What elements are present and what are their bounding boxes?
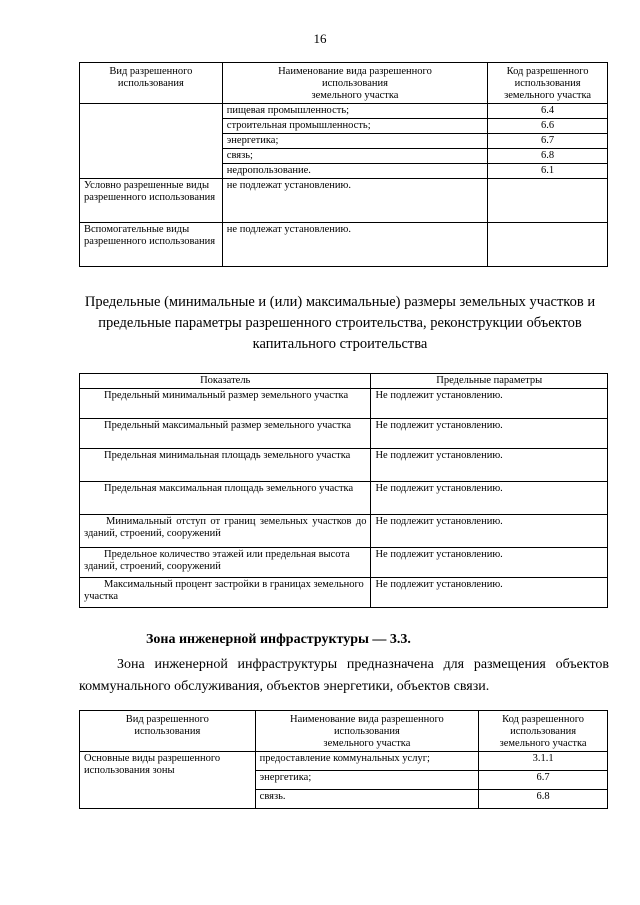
header-cell-limits: Предельные параметры [371,374,608,389]
use-name-cell: недропользование. [222,164,487,179]
parameter-value-cell: Не подлежит установлению. [371,419,608,449]
use-code-cell: 6.8 [479,790,608,809]
zone-description: Зона инженерной инфраструктуры предназначена для размещения объектов коммунального обслуживания, объектов энергетики, объектов связи. [79,657,609,694]
parameter-cell: Предельный максимальный размер земельного участка [80,419,371,449]
header-cell-name [255,711,479,752]
permitted-use-table [79,62,608,267]
table-row [80,548,608,578]
table-row [80,449,608,482]
parameter-value-cell: Не подлежит установлению. [371,449,608,482]
table-row [80,179,608,223]
header-line: Код разрешенного [506,66,589,77]
header-line: земельного участка [323,738,411,749]
table-row [80,104,608,119]
parameter-value-cell: Не подлежит установлению. [371,578,608,608]
header-line: использования [510,726,577,737]
type-cell-empty [80,104,223,179]
auxiliary-use-name: не подлежат установлению. [222,223,487,267]
use-code-cell: 6.6 [488,119,608,134]
parameter-value-cell: Не подлежит установлению. [371,515,608,548]
table-header-row [80,711,608,752]
use-code-cell: 6.7 [488,134,608,149]
header-line: использования [117,78,184,89]
header-line: использования [322,78,388,89]
table-header-row [80,63,608,104]
header-line: Наименование вида разрешенного [290,714,444,725]
header-line: земельного участка [504,90,592,101]
header-cell-type [80,711,256,752]
use-name-cell: энергетика; [255,771,479,790]
parameter-value-cell: Не подлежит установлению. [371,482,608,515]
conditional-use-name: не подлежат установлению. [222,179,487,223]
use-name-cell: строительная промышленность; [222,119,487,134]
use-code-cell: 6.4 [488,104,608,119]
parameter-cell: Предельная максимальная площадь земельного участка [80,482,371,515]
use-code-cell: 6.7 [479,771,608,790]
table-row [80,389,608,419]
parameters-table [79,373,608,608]
auxiliary-use-type: Вспомогательные виды разрешенного использования [80,223,223,267]
header-line: Вид разрешенного [109,66,193,77]
header-line: земельного участка [499,738,587,749]
parameter-cell: Предельное количество этажей или предельная высота зданий, строений, сооружений [80,548,371,578]
parameter-cell: Минимальный отступ от границ земельных участков до зданий, строений, сооружений [80,515,371,548]
header-line: Код разрешенного [502,714,585,725]
use-name-cell: энергетика; [222,134,487,149]
parameter-value-cell: Не подлежит установлению. [371,389,608,419]
table-row [80,482,608,515]
header-line: использования [514,78,581,89]
table-row [80,419,608,449]
use-name-cell: предоставление коммунальных услуг; [255,752,479,771]
table-row [80,223,608,267]
use-code-cell: 3.1.1 [479,752,608,771]
zone-use-table [79,710,608,809]
header-line: Наименование вида разрешенного [278,66,432,77]
use-name-cell: связь; [222,149,487,164]
conditional-use-code [488,179,608,223]
conditional-use-type: Условно разрешенные виды разрешенного использования [80,179,223,223]
table-row [80,515,608,548]
section-heading: Предельные (минимальные и (или) максимальные) размеры земельных участков и предельные параметры разрешенного строительства, реконструкции объектов капитального строительства [84,294,596,352]
parameter-value-cell: Не подлежит установлению. [371,548,608,578]
auxiliary-use-code [488,223,608,267]
header-cell-indicator: Показатель [80,374,371,389]
use-code-cell: 6.8 [488,149,608,164]
header-line: использования [333,726,400,737]
table-row [80,752,608,771]
header-cell-code [479,711,608,752]
parameter-cell: Предельная минимальная площадь земельного участка [80,449,371,482]
table-row [80,578,608,608]
parameter-cell: Максимальный процент застройки в границах земельного участка [80,578,371,608]
zone-title: Зона инженерной инфраструктуры — 3.3. [146,632,411,647]
use-code-cell: 6.1 [488,164,608,179]
main-use-type: Основные виды разрешенного использования зоны [80,752,256,809]
header-line: использования [134,726,201,737]
header-line: Вид разрешенного [125,714,209,725]
use-name-cell: связь. [255,790,479,809]
parameter-cell: Предельный минимальный размер земельного участка [80,389,371,419]
page-number: 16 [313,31,327,46]
table-header-row [80,374,608,389]
header-cell-code [488,63,608,104]
header-line: земельного участка [311,90,399,101]
header-cell-type [80,63,223,104]
header-cell-name [222,63,487,104]
use-name-cell: пищевая промышленность; [222,104,487,119]
